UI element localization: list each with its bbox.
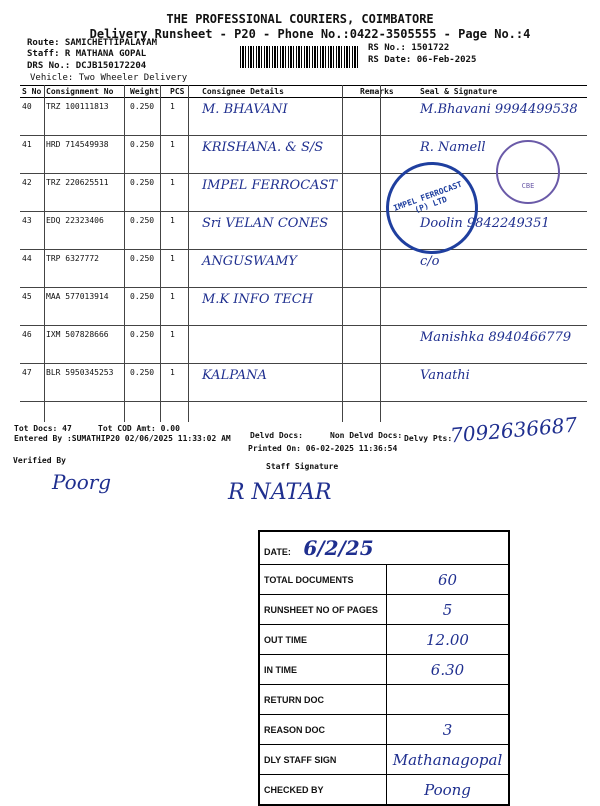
barcode <box>240 46 360 68</box>
weight-cell: 0.250 <box>128 136 168 174</box>
consignment-cell: MAA 577013914 <box>44 288 128 326</box>
consignment-cell: TRZ 100111813 <box>44 98 128 136</box>
column-divider <box>342 85 343 422</box>
stamp-text: IMPEL FERROCAST (P) LTD <box>392 179 464 215</box>
col-consignment: Consignment No <box>44 86 128 98</box>
summary-box <box>258 530 510 806</box>
table-row <box>20 288 587 326</box>
summary-label: IN TIME <box>259 655 387 685</box>
weight-cell: 0.250 <box>128 364 168 402</box>
verified-signature: Poorg <box>52 470 112 494</box>
sno-cell: 45 <box>20 288 44 326</box>
summary-value: Mathanagopal <box>387 745 510 775</box>
seal-cell: Manishka 8940466779 <box>418 326 587 364</box>
table-row <box>20 364 587 402</box>
pcs-cell: 1 <box>168 136 200 174</box>
remarks-cell <box>358 326 418 364</box>
consignment-cell: TRP 6327772 <box>44 250 128 288</box>
pcs-cell: 1 <box>168 326 200 364</box>
consignee-cell: Sri VELAN CONES <box>200 212 358 250</box>
entered-by: Entered By :SUMATHIP20 02/06/2025 11:33:02 AM <box>14 434 231 443</box>
consignment-cell: BLR 5950345253 <box>44 364 128 402</box>
company-name: THE PROFESSIONAL COURIERS, COIMBATORE <box>166 12 434 26</box>
drs-number: DRS No.: DCJB150172204 <box>27 61 147 71</box>
sno-cell: 40 <box>20 98 44 136</box>
summary-row <box>259 625 509 655</box>
summary-label: CHECKED BY <box>259 775 387 806</box>
weight-cell: 0.250 <box>128 250 168 288</box>
consignee-cell: M. BHAVANI <box>200 98 358 136</box>
remarks-cell <box>358 288 418 326</box>
total-cod: Tot COD Amt: 0.00 <box>98 424 180 433</box>
consignee-cell <box>200 326 358 364</box>
column-divider <box>380 85 381 422</box>
staff-signature: R NATAR <box>228 480 332 505</box>
column-divider <box>124 85 125 422</box>
consignment-cell: IXM 507828666 <box>44 326 128 364</box>
summary-value: 6.30 <box>387 655 510 685</box>
summary-row <box>259 745 509 775</box>
summary-value: 3 <box>387 715 510 745</box>
date-row <box>259 531 509 565</box>
summary-value: 60 <box>387 565 510 595</box>
col-remarks: Remarks <box>358 86 418 98</box>
weight-cell: 0.250 <box>128 288 168 326</box>
pcs-cell: 1 <box>168 212 200 250</box>
summary-label: OUT TIME <box>259 625 387 655</box>
summary-label: RUNSHEET NO OF PAGES <box>259 595 387 625</box>
col-weight: Weight <box>128 86 168 98</box>
route: Route: SAMICHETTIPALAYAM <box>27 38 158 48</box>
seal-cell <box>418 288 587 326</box>
weight-cell: 0.250 <box>128 326 168 364</box>
summary-label: REASON DOC <box>259 715 387 745</box>
printed-on: Printed On: 06-02-2025 11:36:54 <box>248 444 398 453</box>
seal-cell: c/o <box>418 250 587 288</box>
summary-value: Poong <box>387 775 510 806</box>
table-row <box>20 212 587 250</box>
delivered-docs: Delvd Docs: <box>250 431 303 440</box>
staff: Staff: R MATHANA GOPAL <box>27 49 147 59</box>
seal-cell: R. Namell <box>418 136 587 174</box>
summary-label: DLY STAFF SIGN <box>259 745 387 775</box>
sno-cell: 46 <box>20 326 44 364</box>
column-divider <box>160 85 161 422</box>
verified-by-label: Verified By <box>13 456 66 465</box>
remarks-cell <box>358 98 418 136</box>
summary-row <box>259 685 509 715</box>
seal-cell: Vanathi <box>418 364 587 402</box>
sno-cell: 47 <box>20 364 44 402</box>
consignee-cell: KRISHANA. & S/S <box>200 136 358 174</box>
table-row <box>20 98 587 136</box>
total-docs: Tot Docs: 47 <box>14 424 72 433</box>
non-delivered-docs: Non Delvd Docs: <box>330 431 403 440</box>
vehicle: Vehicle: Two Wheeler Delivery <box>30 73 188 83</box>
consignment-cell: EDQ 22323406 <box>44 212 128 250</box>
summary-value: 12.00 <box>387 625 510 655</box>
summary-row <box>259 775 509 806</box>
sno-cell: 43 <box>20 212 44 250</box>
summary-row <box>259 565 509 595</box>
round-seal-stamp <box>496 140 560 204</box>
summary-value <box>387 685 510 715</box>
seal-cell: M.Bhavani 9994499538 <box>418 98 587 136</box>
col-seal: Seal & Signature <box>418 86 587 98</box>
stamp-small-text: CBE <box>521 182 535 190</box>
summary-row <box>259 655 509 685</box>
table-row <box>20 250 587 288</box>
runsheet-title: Delivery Runsheet - P20 - Phone No.:0422-3505555 - Page No.:4 <box>89 27 531 41</box>
summary-label: TOTAL DOCUMENTS <box>259 565 387 595</box>
col-sno: S No <box>20 86 44 98</box>
sno-cell: 44 <box>20 250 44 288</box>
weight-cell: 0.250 <box>128 98 168 136</box>
pcs-cell: 1 <box>168 288 200 326</box>
consignment-cell: HRD 714549938 <box>44 136 128 174</box>
remarks-cell <box>358 250 418 288</box>
phone-scribble: 7092636687 <box>449 412 579 448</box>
column-divider <box>44 85 45 422</box>
pcs-cell: 1 <box>168 98 200 136</box>
summary-value: 5 <box>387 595 510 625</box>
consignee-cell: KALPANA <box>200 364 358 402</box>
summary-label: RETURN DOC <box>259 685 387 715</box>
consignment-cell: TRZ 220625511 <box>44 174 128 212</box>
seal-cell: Doolin 9842249351 <box>418 212 587 250</box>
sno-cell: 42 <box>20 174 44 212</box>
col-pcs: PCS <box>168 86 200 98</box>
pcs-cell: 1 <box>168 174 200 212</box>
col-consignee: Consignee Details <box>200 86 358 98</box>
consignee-cell: M.K INFO TECH <box>200 288 358 326</box>
summary-row <box>259 715 509 745</box>
weight-cell: 0.250 <box>128 212 168 250</box>
pcs-cell: 1 <box>168 364 200 402</box>
summary-row <box>259 595 509 625</box>
consignee-cell: ANGUSWAMY <box>200 250 358 288</box>
table-row <box>20 326 587 364</box>
weight-cell: 0.250 <box>128 174 168 212</box>
date-value: 6/2/25 <box>303 536 374 560</box>
remarks-cell <box>358 364 418 402</box>
column-divider <box>188 85 189 422</box>
table-header <box>20 86 587 98</box>
rs-number: RS No.: 1501722 <box>368 43 450 53</box>
pcs-cell: 1 <box>168 250 200 288</box>
rs-date: RS Date: 06-Feb-2025 <box>368 55 477 65</box>
sno-cell: 41 <box>20 136 44 174</box>
staff-signature-label: Staff Signature <box>266 462 339 471</box>
date-cell <box>259 531 509 565</box>
date-label: DATE: <box>264 547 291 557</box>
runsheet-table <box>20 85 587 402</box>
delivery-points: Delvy Pts: <box>404 434 453 443</box>
consignee-cell: IMPEL FERROCAST <box>200 174 358 212</box>
